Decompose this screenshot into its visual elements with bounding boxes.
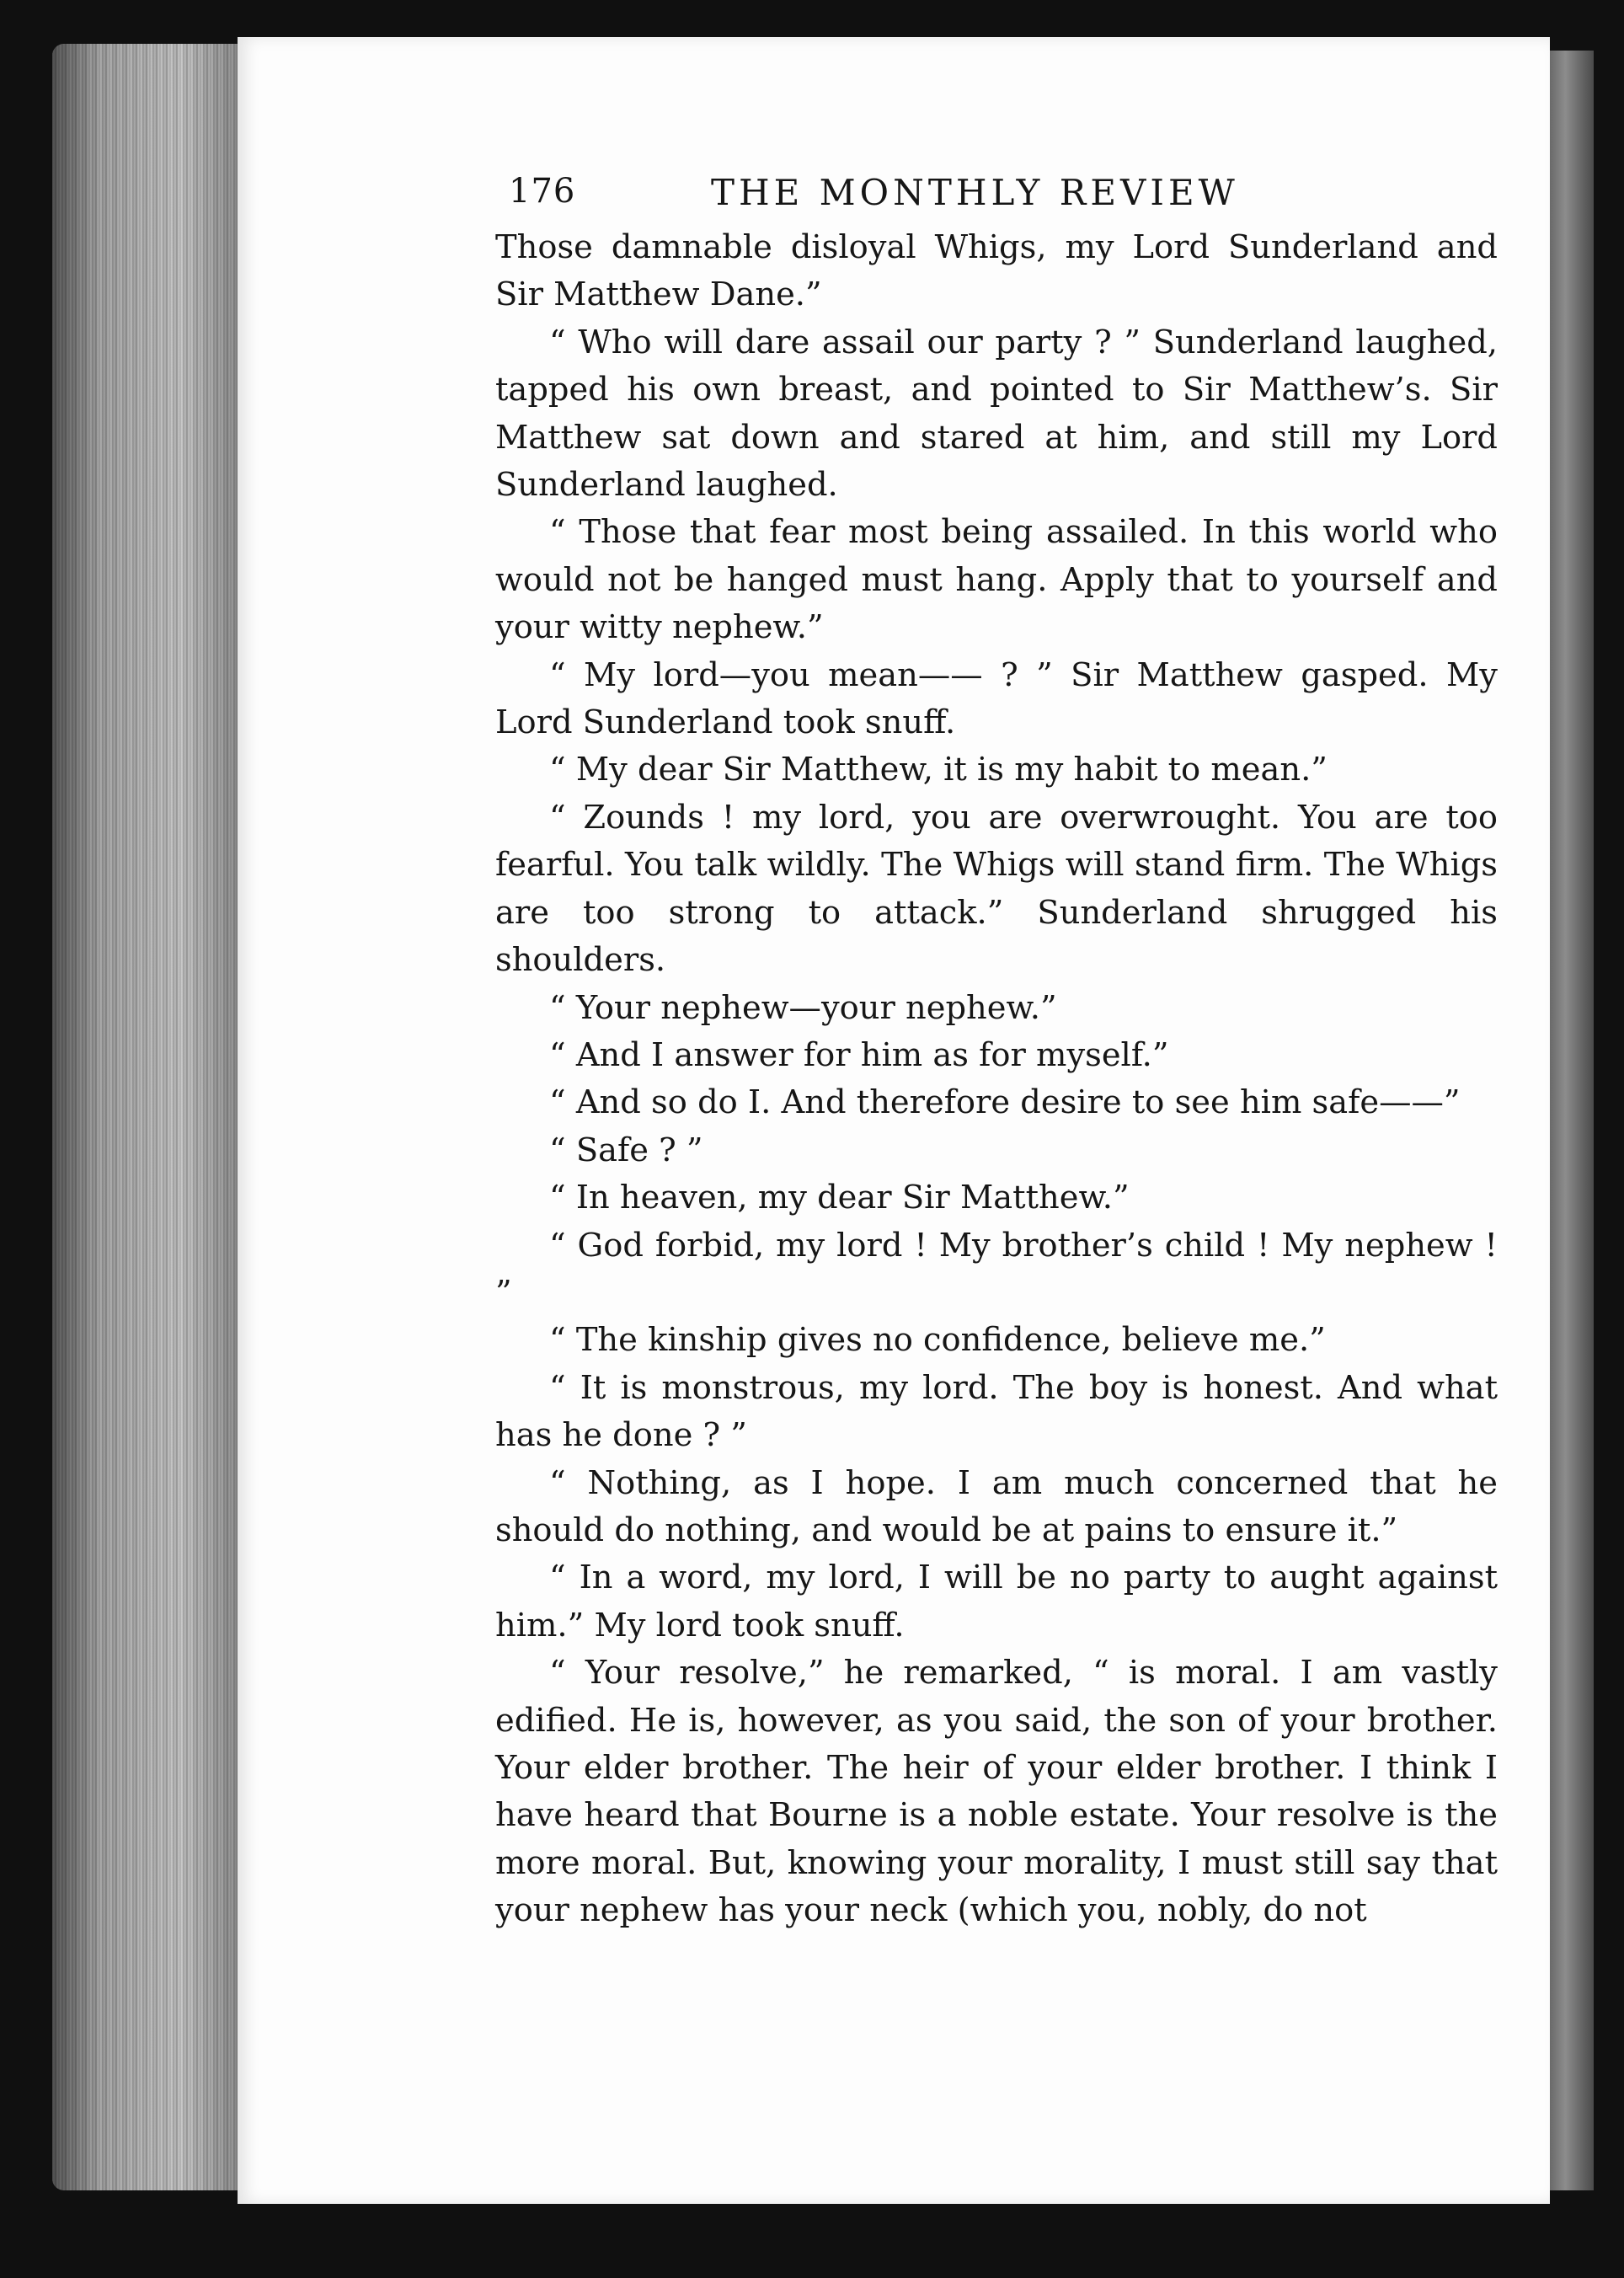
book-fore-edge-shade [52, 44, 238, 2190]
paragraph: “ Safe ? ” [549, 1131, 703, 1169]
paragraph: “ My dear Sir Matthew, it is my habit to mean.” [549, 751, 1328, 789]
paragraph: “ Your resolve,” he remarked, “ is moral. I am vastly edified. He is, however, as you said, the son of your brother. Your elder brother. The heir of your elder brother. I think I have heard that Bourne is a noble estate. Your resolve is the more moral. But, knowing your morality, I must still say that your nephew has your neck (which you, nobly, do not [495, 1654, 1498, 1930]
running-head [509, 165, 1498, 224]
paragraph: “ Who will dare assail our party ? ” Sunderland laughed, tapped his own breast, and pointed to Sir Matthew’s. Sir Matthew sat down and stared at him, and still my Lord Sunderland laughed. [495, 323, 1498, 505]
body-text [495, 224, 1498, 1935]
paragraph: “ Those that fear most being assailed. In this world who would not be hanged must hang. Apply that to yourself and your witty nephew.” [495, 513, 1498, 647]
running-title: THE MONTHLY REVIEW [711, 172, 1239, 213]
paragraph: “ My lord—you mean—— ? ” Sir Matthew gasped. My Lord Sunderland took snuff. [495, 655, 1498, 742]
page-text-block [495, 165, 1498, 1935]
page-gutter-shadow [1550, 51, 1594, 2190]
paragraph: “ And so do I. And therefore desire to see him safe——” [549, 1083, 1461, 1122]
paragraph: Those damnable disloyal Whigs, my Lord Sunderland and Sir Matthew Dane.” [495, 228, 1498, 314]
paragraph: “ In a word, my lord, I will be no party to aught against him.” My lord took snuff. [495, 1559, 1498, 1644]
paragraph: “ Zounds ! my lord, you are overwrought. You are too fearful. You talk wildly. The Whigs will stand firm. The Whigs are too strong to attack.” Sunderland shrugged his shoulders. [495, 798, 1498, 980]
paragraph: “ It is monstrous, my lord. The boy is honest. And what has he done ? ” [495, 1368, 1498, 1455]
page-number: 176 [509, 172, 576, 211]
paragraph: “ And I answer for him as for myself.” [549, 1035, 1169, 1074]
paragraph: “ God forbid, my lord ! My brother’s child ! My nephew ! ” [495, 1226, 1498, 1312]
paragraph: “ The kinship gives no confidence, believe me.” [549, 1321, 1326, 1360]
paragraph: “ Your nephew—your nephew.” [549, 988, 1057, 1027]
paragraph: “ Nothing, as I hope. I am much concerned that he should do nothing, and would be at pains to ensure it.” [495, 1463, 1498, 1549]
paragraph: “ In heaven, my dear Sir Matthew.” [549, 1179, 1130, 1217]
